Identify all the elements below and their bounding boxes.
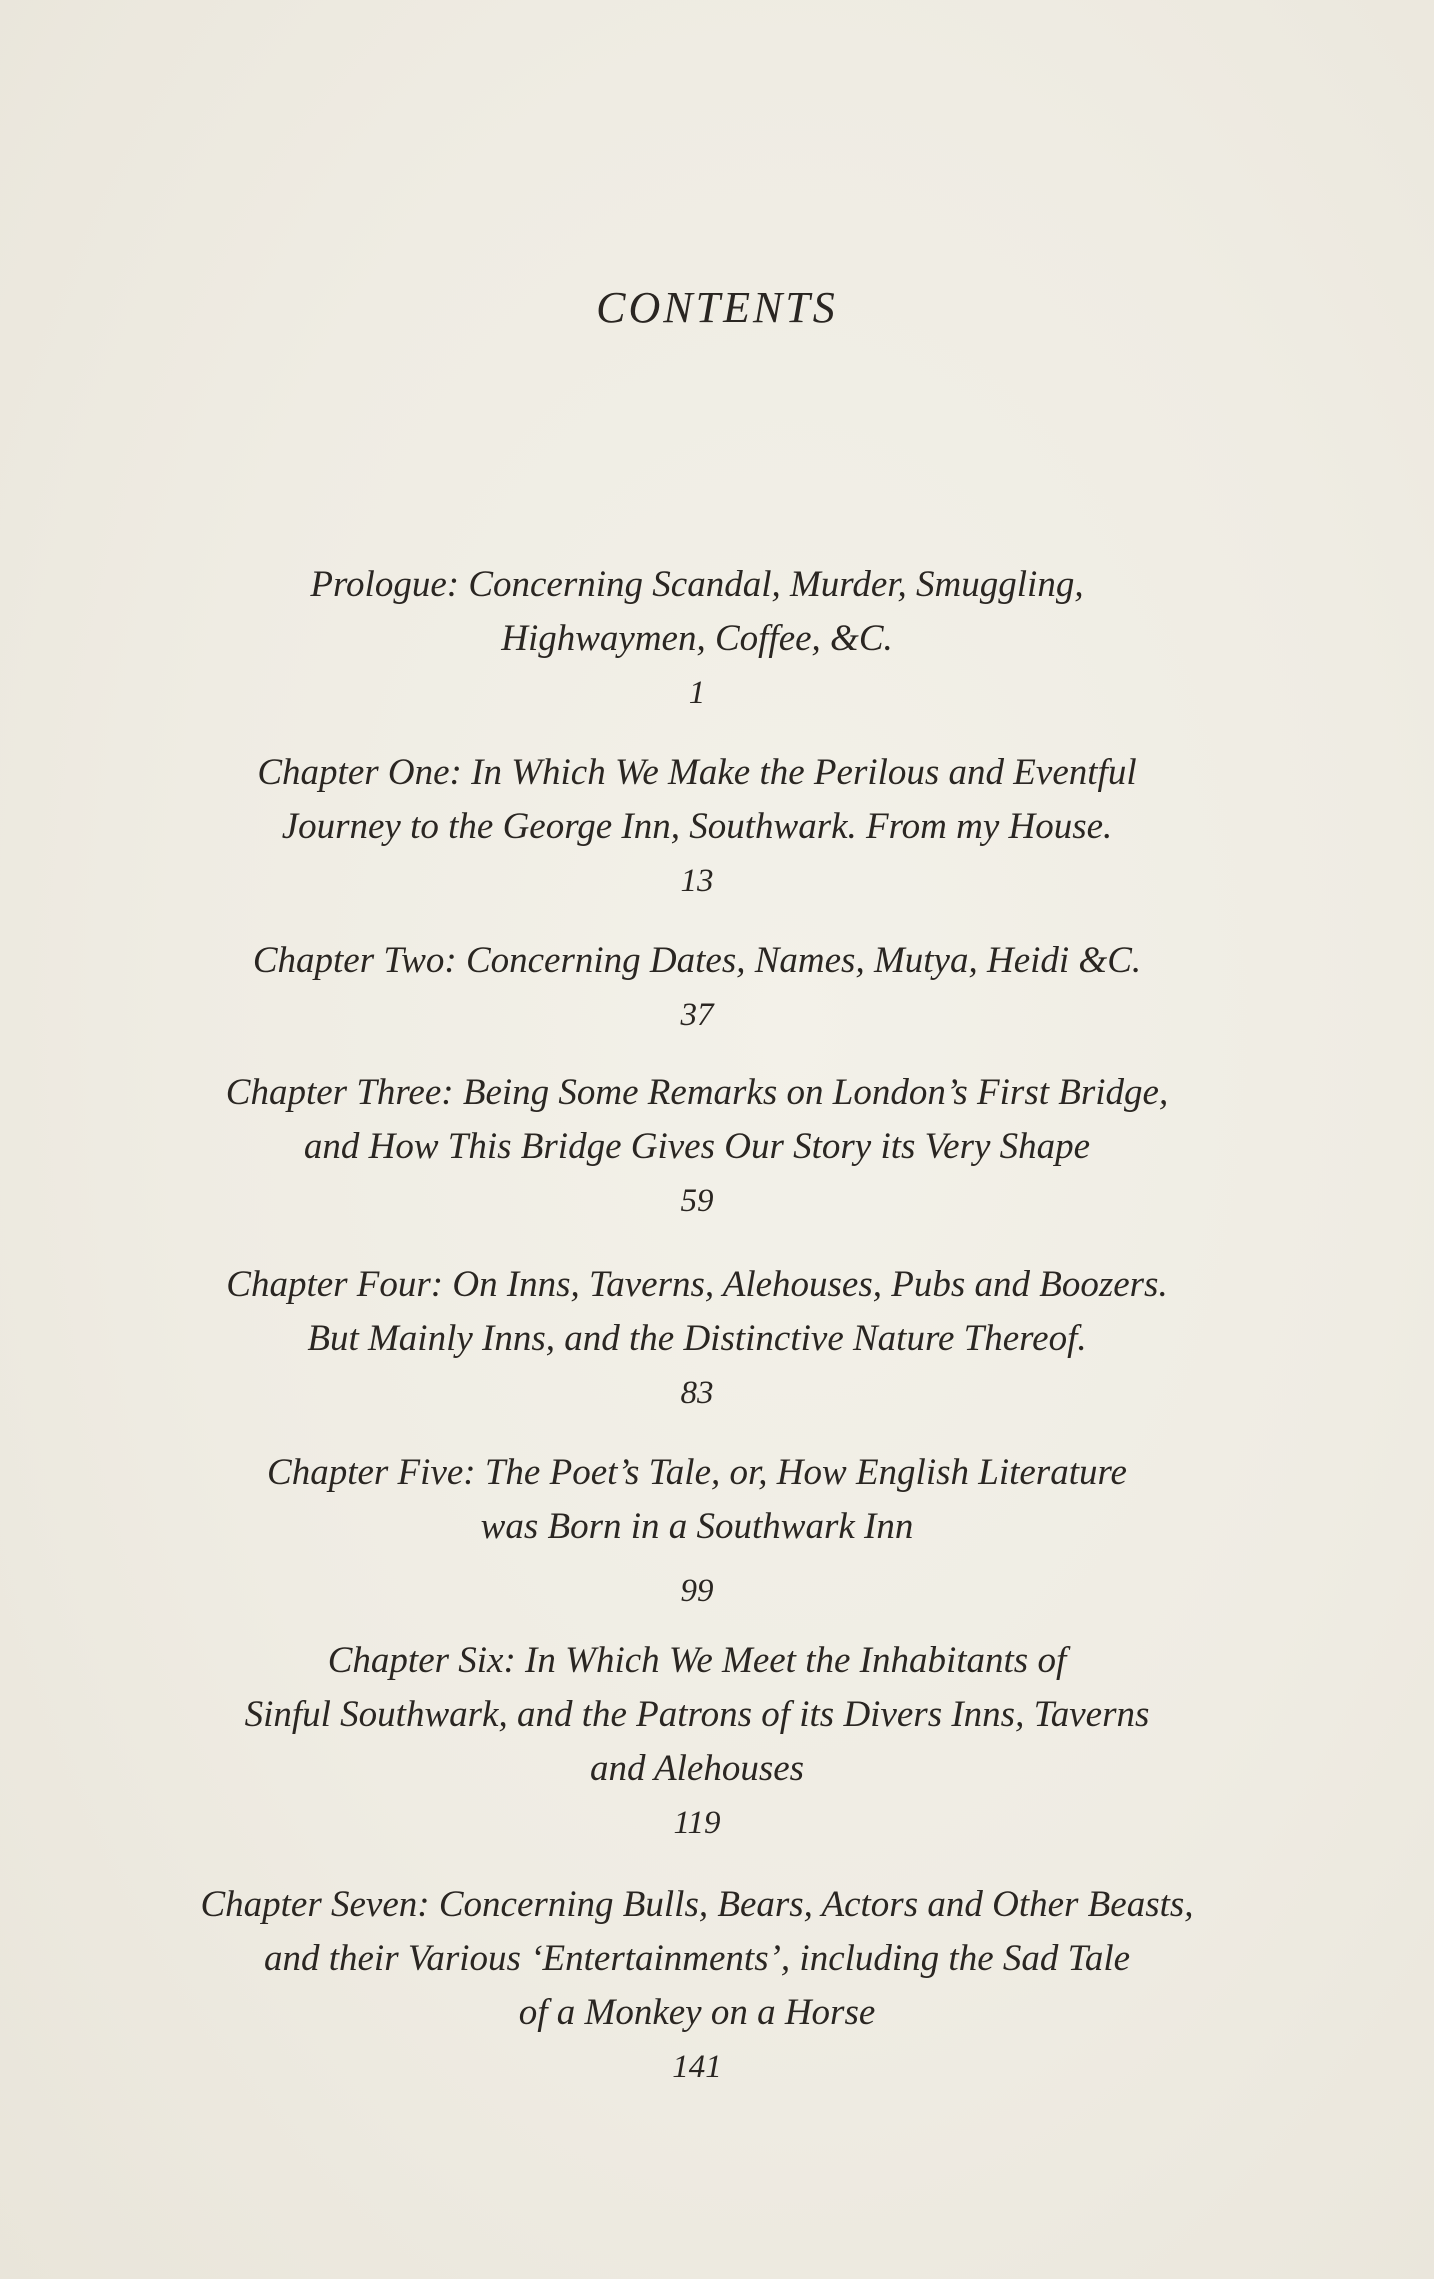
toc-entry-title-line: Chapter Five: The Poet’s Tale, or, How English Literature: [267, 1452, 1127, 1493]
toc-entry-title-line: and their Various ‘Entertainments’, including the Sad Tale: [263, 1938, 1131, 1979]
toc-entry-title-line: Chapter One: In Which We Make the Perilous and Eventful: [257, 752, 1137, 793]
toc-entry-chapter-five: [120, 1446, 1274, 1618]
toc-entry-page-number: 37: [680, 997, 714, 1033]
toc-entry-title-line: Journey to the George Inn, Southwark. From my House.: [281, 806, 1113, 847]
toc-entry-page-number: 59: [680, 1183, 714, 1219]
toc-entry-title-line: Highwaymen, Coffee, &C.: [501, 618, 893, 659]
toc-entry-page-number: 1: [688, 675, 706, 711]
toc-entry-page-number: 141: [672, 2049, 722, 2085]
toc-entry-prologue: [120, 558, 1274, 720]
toc-entry-title-line: Prologue: Concerning Scandal, Murder, Smuggling,: [310, 564, 1084, 605]
toc-entry-chapter-three: [120, 1066, 1274, 1228]
toc-entry-chapter-four: [120, 1258, 1274, 1420]
toc-entry-title-line: and Alehouses: [589, 1748, 805, 1789]
toc-entry-chapter-two: [120, 934, 1274, 1042]
toc-entry-title-line: and How This Bridge Gives Our Story its Very Shape: [303, 1126, 1091, 1167]
toc-entry-chapter-seven: [120, 1878, 1274, 2094]
toc-entry-title-line: Chapter Four: On Inns, Taverns, Alehouses, Pubs and Boozers.: [226, 1264, 1168, 1305]
toc-entry-page-number: 99: [680, 1573, 714, 1609]
toc-entry-title-line: Chapter Three: Being Some Remarks on London’s First Bridge,: [225, 1072, 1169, 1113]
toc-entry-title-line: Sinful Southwark, and the Patrons of its Divers Inns, Taverns: [244, 1694, 1150, 1735]
toc-entry-title-line: Chapter Seven: Concerning Bulls, Bears, Actors and Other Beasts,: [200, 1884, 1194, 1925]
toc-entry-chapter-one: [120, 746, 1274, 908]
toc-entry-chapter-six: [120, 1634, 1274, 1850]
toc-entry-page-number: 119: [673, 1805, 721, 1841]
toc-entry-title-line: was Born in a Southwark Inn: [480, 1506, 914, 1547]
toc-entry-page-number: 13: [680, 863, 714, 899]
toc-entry-title-line: Chapter Two: Concerning Dates, Names, Mutya, Heidi &C.: [252, 940, 1142, 981]
toc-entry-title-line: of a Monkey on a Horse: [518, 1992, 876, 2033]
contents-heading: CONTENTS: [596, 283, 838, 332]
toc-entry-title-line: Chapter Six: In Which We Meet the Inhabitants of: [327, 1640, 1067, 1681]
toc-entry-page-number: 83: [680, 1375, 714, 1411]
toc-entry-title-line: But Mainly Inns, and the Distinctive Nature Thereof.: [307, 1318, 1087, 1359]
